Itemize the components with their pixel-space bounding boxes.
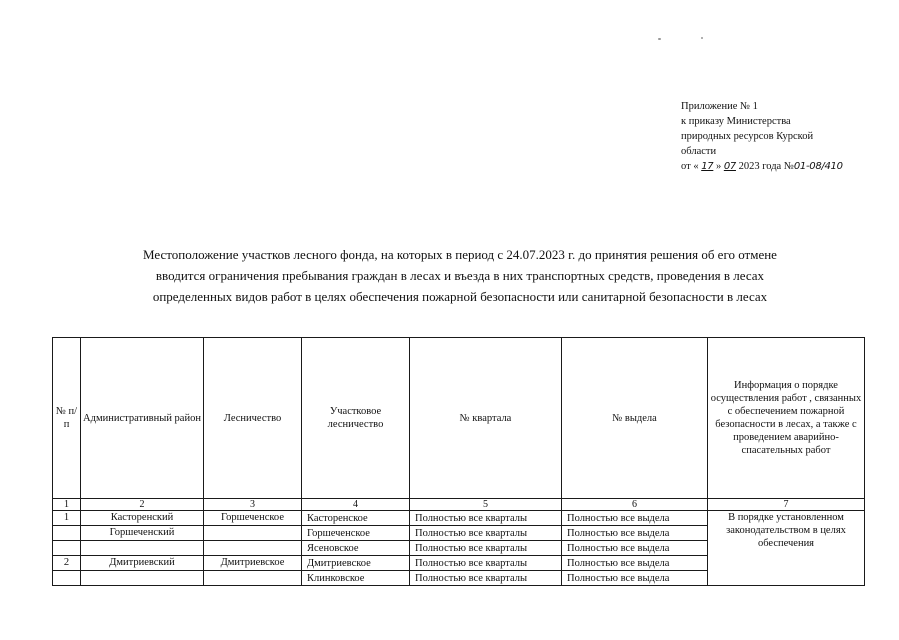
uchastok-cell: Касторенское: [302, 511, 410, 526]
table-header-row: [53, 338, 865, 499]
title-line: Местоположение участков лесного фонда, на которых в период с 24.07.2023 г. до принятия решения об его отмене: [143, 247, 777, 262]
title-line: вводится ограничения пребывания граждан в лесах и въезда в них транспортных средств, проведения в лесах: [155, 268, 765, 283]
videl-cell: Полностью все выдела: [562, 556, 708, 571]
uchastok-cell: Клинковское: [302, 571, 410, 586]
date-year: 2023 года №: [738, 161, 794, 172]
forestry-cell: [204, 571, 302, 586]
uchastok-cell: Дмитриевское: [302, 556, 410, 571]
forestry-cell: [204, 541, 302, 556]
district-cell: Дмитриевский: [81, 556, 204, 571]
forestry-cell: [204, 526, 302, 541]
appendix-line: природных ресурсов Курской: [681, 131, 814, 142]
district-cell: [81, 541, 204, 556]
district-cell: Касторенский: [81, 511, 204, 526]
appendix-date-line: [681, 159, 891, 174]
videl-cell: Полностью все выдела: [562, 541, 708, 556]
kvartal-cell: Полностью все кварталы: [410, 511, 562, 526]
kvartal-cell: Полностью все кварталы: [410, 526, 562, 541]
column-number: 7: [708, 499, 865, 511]
header-cell-procedure: Информация о порядке осуществления работ , связанных с обеспечением пожарной безопасности в лесах, а также с проведением аварийно-спасательных работ: [708, 338, 865, 499]
videl-cell: Полностью все выдела: [562, 571, 708, 586]
forest-areas-table: [52, 337, 865, 586]
column-number: 6: [562, 499, 708, 511]
column-number: 2: [81, 499, 204, 511]
appendix-line: Приложение № 1: [681, 101, 758, 112]
handwritten-order-number: 01-08/410: [793, 161, 843, 172]
forestry-cell: Дмитриевское: [204, 556, 302, 571]
column-number: 1: [53, 499, 81, 511]
appendix-line: области: [681, 146, 717, 157]
document-title: [60, 244, 860, 307]
column-number: 5: [410, 499, 562, 511]
district-cell: Горшеченский: [81, 526, 204, 541]
column-number: 4: [302, 499, 410, 511]
uchastok-cell: Ясеновское: [302, 541, 410, 556]
forestry-cell: Горшеченское: [204, 511, 302, 526]
appendix-block: [681, 99, 891, 174]
district-cell: [81, 571, 204, 586]
header-cell-number: № п/п: [53, 338, 81, 499]
scan-speck: [658, 38, 661, 40]
procedure-cell: В порядке установленном законодательством в целях обеспечения: [708, 511, 865, 586]
handwritten-day: 17: [701, 161, 714, 172]
table-row: [53, 511, 865, 526]
column-number-row: [53, 499, 865, 511]
row-number: 2: [53, 556, 81, 571]
videl-cell: Полностью все выдела: [562, 526, 708, 541]
header-cell-videl: № выдела: [562, 338, 708, 499]
handwritten-month: 07: [723, 161, 736, 172]
kvartal-cell: Полностью все кварталы: [410, 556, 562, 571]
uchastok-cell: Горшеченское: [302, 526, 410, 541]
title-line: определенных видов работ в целях обеспечения пожарной безопасности или санитарной безопасности в лесах: [152, 289, 768, 304]
row-number: [53, 526, 81, 541]
videl-cell: Полностью все выдела: [562, 511, 708, 526]
date-prefix: от «: [681, 161, 699, 172]
row-number: [53, 571, 81, 586]
scan-speck: [701, 37, 703, 39]
header-cell-uchastok: Участковое лесничество: [302, 338, 410, 499]
row-number: [53, 541, 81, 556]
kvartal-cell: Полностью все кварталы: [410, 571, 562, 586]
row-number: 1: [53, 511, 81, 526]
header-cell-district: Административный район: [81, 338, 204, 499]
appendix-line: к приказу Министерства: [681, 116, 791, 127]
header-cell-kvartal: № квартала: [410, 338, 562, 499]
kvartal-cell: Полностью все кварталы: [410, 541, 562, 556]
date-mid: »: [715, 161, 722, 172]
header-cell-forestry: Лесничество: [204, 338, 302, 499]
column-number: 3: [204, 499, 302, 511]
